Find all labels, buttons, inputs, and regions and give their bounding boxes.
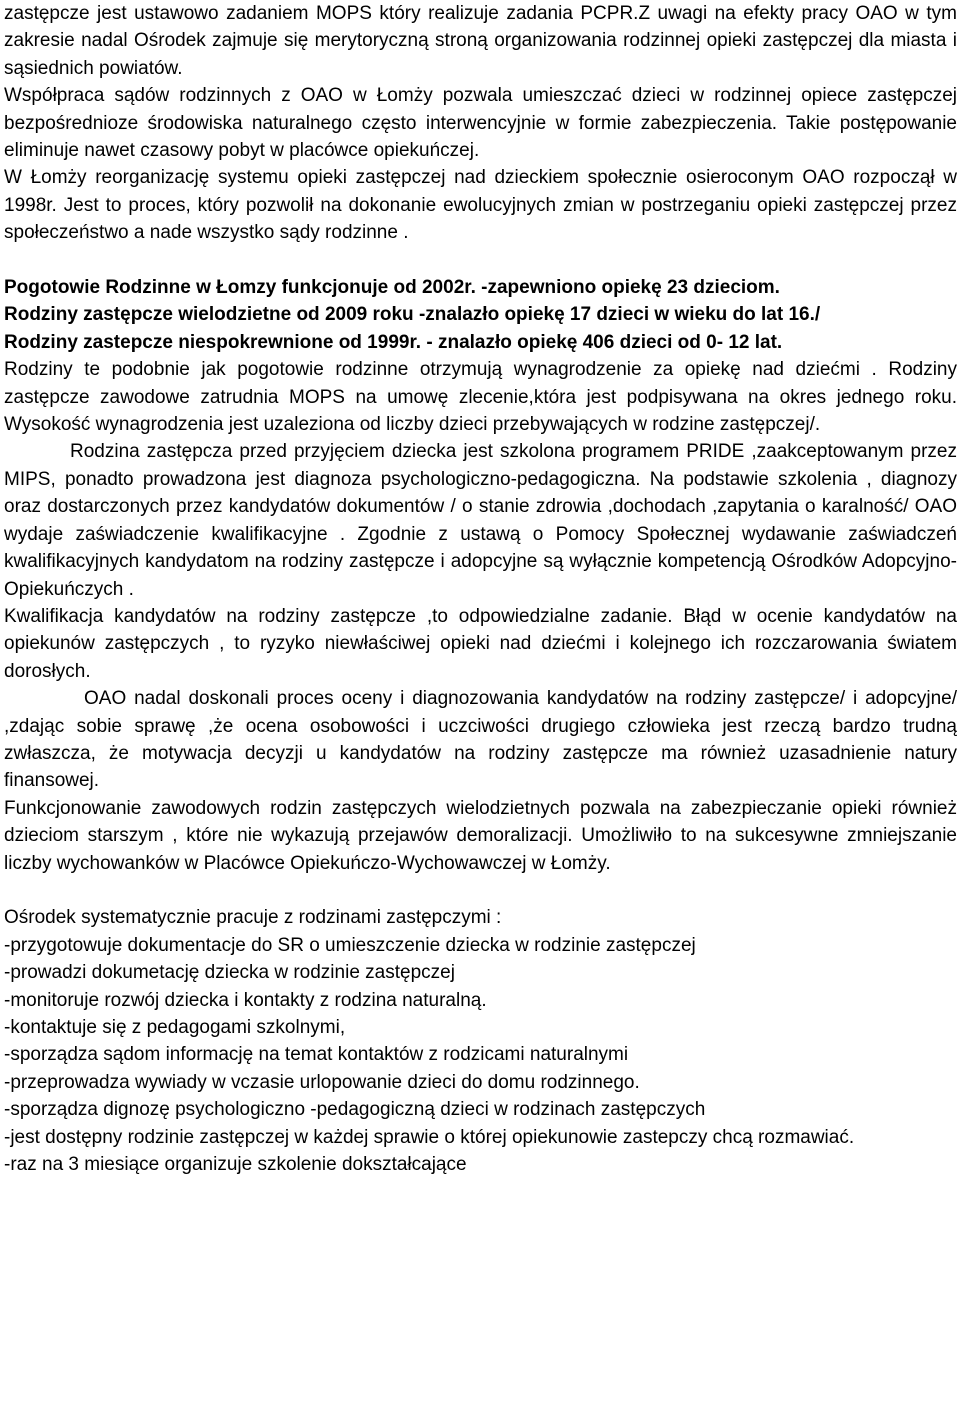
paragraph: Kwalifikacja kandydatów na rodziny zastępcze ,to odpowiedzialne zadanie. Błąd w ocenie kandydatów na opiekunów zastępczych , to ryzyko niewłaściwej opieki nad dziećmi i kolejnego ich rozczarowania światem dorosłych. [4, 605, 957, 682]
list-item: -przygotowuje dokumentacje do SR o umieszczenie dziecka w rodzinie zastępczej [4, 934, 696, 956]
document-page [4, 0, 957, 1178]
list-item: -raz na 3 miesiące organizuje szkolenie dokształcające [4, 1154, 467, 1176]
paragraph-spacer [4, 247, 957, 274]
paragraph: Współpraca sądów rodzinnych z OAO w Łomży pozwala umieszczać dzieci w rodzinnej opiece zastępczej bezpośrednioze środowiska naturalnego często interwencyjnie w formie zabezpieczenia. Takie postępowanie eliminuje nawet czasowy pobyt w placówce opiekuńczej. [4, 85, 957, 162]
paragraph-spacer [4, 877, 957, 904]
highlight-paragraph: Pogotowie Rodzinne w Łomzy funkcjonuje od 2002r. -zapewniono opiekę 23 dzieciom. [4, 277, 780, 299]
highlight-paragraph: Rodziny zastepcze niespokrewnione od 1999r. - znalazło opiekę 406 dzieci od 0- 12 lat. [4, 331, 783, 353]
paragraph: Funkcjonowanie zawodowych rodzin zastępczych wielodzietnych pozwala na zabezpieczanie opieki również dzieciom starszym , które nie wykazują przejawów demoralizacji. Umożliwiło to na sukcesywne zmniejszanie liczby wychowanków w Placówce Opiekuńczo-Wychowawczej w Łomży. [4, 797, 957, 874]
paragraph: OAO nadal doskonali proces oceny i diagnozowania kandydatów na rodziny zastępcze/ i adopcyjne/ ,zdając sobie sprawę ,że ocena osobowości i uczciwości drugiego człowieka jest rzeczą bardzo trudną zwłaszcza, że motywacja decyzji u kandydatów na rodziny zastępcze ma również uzasadnienie natury finansowej. [4, 688, 957, 792]
paragraph: Rodzina zastępcza przed przyjęciem dziecka jest szkolona programem PRIDE ,zaakceptowanym przez MIPS, ponadto prowadzona jest diagnoza psychologiczno-pedagogiczna. Na podstawie szkolenia , diagnozy oraz dostarczonych przez kandydatów dokumentów / o stanie zdrowia ,dochodach ,zapytania o karalność/ OAO wydaje zaświadczenie kwalifikacyjne . Zgodnie z ustawą o Pomocy Społecznej wydawanie zaświadczeń kwalifikacyjnych kandydatom na rodziny zastępcze i adopcyjne są wyłącznie kompetencją Ośrodków Adopcyjno-Opiekuńczych . [4, 441, 957, 600]
list-intro: Ośrodek systematycznie pracuje z rodzinami zastępczymi : [4, 907, 502, 929]
list-item: -przeprowadza wywiady w vczasie urlopowanie dzieci do domu rodzinnego. [4, 1071, 640, 1093]
highlight-paragraph: Rodziny zastępcze wielodzietne od 2009 roku -znalazło opiekę 17 dzieci w wieku do lat 16./ [4, 304, 821, 326]
list-item: -sporządza sądom informację na temat kontaktów z rodzicami naturalnymi [4, 1044, 629, 1066]
paragraph: W Łomży reorganizację systemu opieki zastępczej nad dzieckiem społecznie osieroconym OAO rozpoczął w 1998r. Jest to proces, który pozwolił na dokonanie ewolucyjnych zmian w postrzeganiu opieki zastępczej przez społeczeństwo a nade wszystko sądy rodzinne . [4, 167, 957, 244]
list-item: -monitoruje rozwój dziecka i kontakty z rodzina naturalną. [4, 989, 487, 1011]
list-item: -prowadzi dokumetację dziecka w rodzinie zastępczej [4, 962, 455, 984]
paragraph: zastępcze jest ustawowo zadaniem MOPS który realizuje zadania PCPR.Z uwagi na efekty pracy OAO w tym zakresie nadal Ośrodek zajmuje się merytoryczną stroną organizowania rodzinnej opieki zastępczej dla miasta i sąsiednich powiatów. [4, 3, 957, 79]
list-item: -kontaktuje się z pedagogami szkolnymi, [4, 1017, 346, 1038]
paragraph: Rodziny te podobnie jak pogotowie rodzinne otrzymują wynagrodzenie za opiekę nad dziećmi . Rodziny zastępcze zawodowe zatrudnia MOPS na umowę zlecenie,która jest podpisywana na okres jednego roku. Wysokość wynagrodzenia jest uzaleziona od liczby dzieci przebywających w rodzine zastępczej/. [4, 359, 957, 436]
list-item: -jest dostępny rodzinie zastępczej w każdej sprawie o której opiekunowie zastepczy chcą rozmawiać. [4, 1126, 855, 1148]
list-item: -sporządza dignozę psychologiczno -pedagogiczną dzieci w rodzinach zastępczych [4, 1099, 706, 1121]
